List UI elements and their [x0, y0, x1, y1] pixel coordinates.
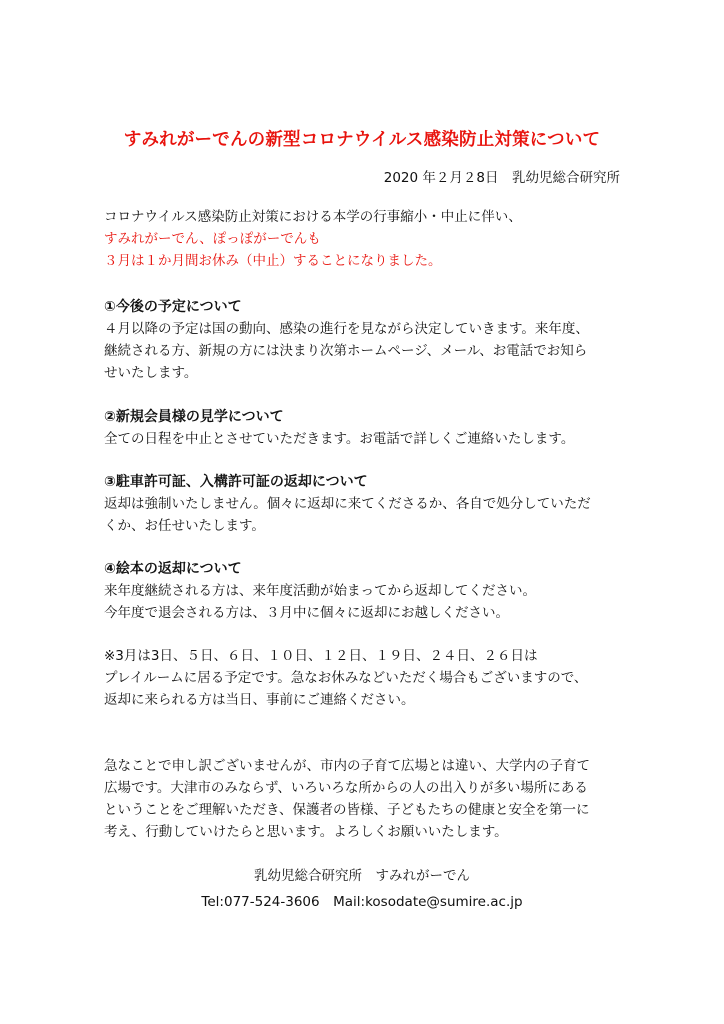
footer-organization: 乳幼児総合研究所 すみれがーでん	[254, 868, 470, 884]
section-text-line: くか、お任せいたします。	[104, 518, 265, 534]
section-text-line: 全ての日程を中止とさせていただきます。お電話で詳しくご連絡いたします。	[104, 431, 575, 447]
section-heading: ②新規会員様の見学について	[104, 409, 284, 425]
section-text-line: ４月以降の予定は国の動向、感染の進行を見ながら決定していきます。来年度、	[104, 321, 589, 337]
section-heading: ①今後の予定について	[104, 299, 242, 315]
closing-line: 広場です。大津市のみならず、いろいろな所からの人の出入りが多い場所にある	[104, 780, 588, 796]
closing-line: ということをご理解いただき、保護者の皆様、子どもたちの健康と安全を第一に	[104, 802, 590, 818]
section-permits	[104, 471, 624, 537]
closing-line: 急なことで申し訳ございませんが、市内の子育て広場とは違い、大学内の子育て	[104, 758, 590, 774]
section-text-line: 返却は強制いたしません。個々に返却に来てくださるか、各自で処分していただ	[104, 496, 591, 512]
section-text-line: 今年度で退会される方は、３月中に個々に返却にお越しください。	[104, 605, 509, 621]
intro-paragraph	[104, 206, 624, 272]
intro-highlight-line: ３月は１か月間お休み（中止）することになりました。	[104, 253, 442, 269]
note-line: プレイルームに居る予定です。急なお休みなどいただく場合もございますので、	[104, 670, 588, 686]
intro-line: コロナウイルス感染防止対策における本学の行事縮小・中止に伴い、	[104, 209, 522, 225]
section-picture-books	[104, 558, 624, 624]
closing-paragraph	[104, 755, 624, 843]
document-title: すみれがーでんの新型コロナウイルス感染防止対策について	[123, 130, 601, 150]
section-heading: ③駐車許可証、入構許可証の返却について	[104, 474, 368, 490]
date-and-issuer: 2020 年２月２8日 乳幼児総合研究所	[383, 170, 620, 186]
footer-contact: Tel:077-524-3606 Mail:kosodate@sumire.ac.jp	[201, 894, 523, 910]
note-line: 返却に来られる方は当日、事前にご連絡ください。	[104, 692, 415, 708]
note-line: ※3月は3日、５日、６日、１０日、１２日、１９日、２４日、２６日は	[104, 648, 538, 664]
section-text-line: せいたします。	[104, 365, 198, 381]
section-text-line: 来年度継続される方は、来年度活動が始まってから返却してください。	[104, 583, 536, 599]
note-paragraph	[104, 645, 624, 711]
closing-line: 考え、行動していけたらと思います。よろしくお願いいたします。	[104, 824, 508, 840]
section-heading: ④絵本の返却について	[104, 561, 242, 577]
intro-highlight-line: すみれがーでん、ぽっぽがーでんも	[104, 231, 321, 247]
section-visits	[104, 406, 624, 450]
section-schedule	[104, 296, 624, 384]
section-text-line: 継続される方、新規の方には決まり次第ホームページ、メール、お電話でお知ら	[104, 343, 588, 359]
